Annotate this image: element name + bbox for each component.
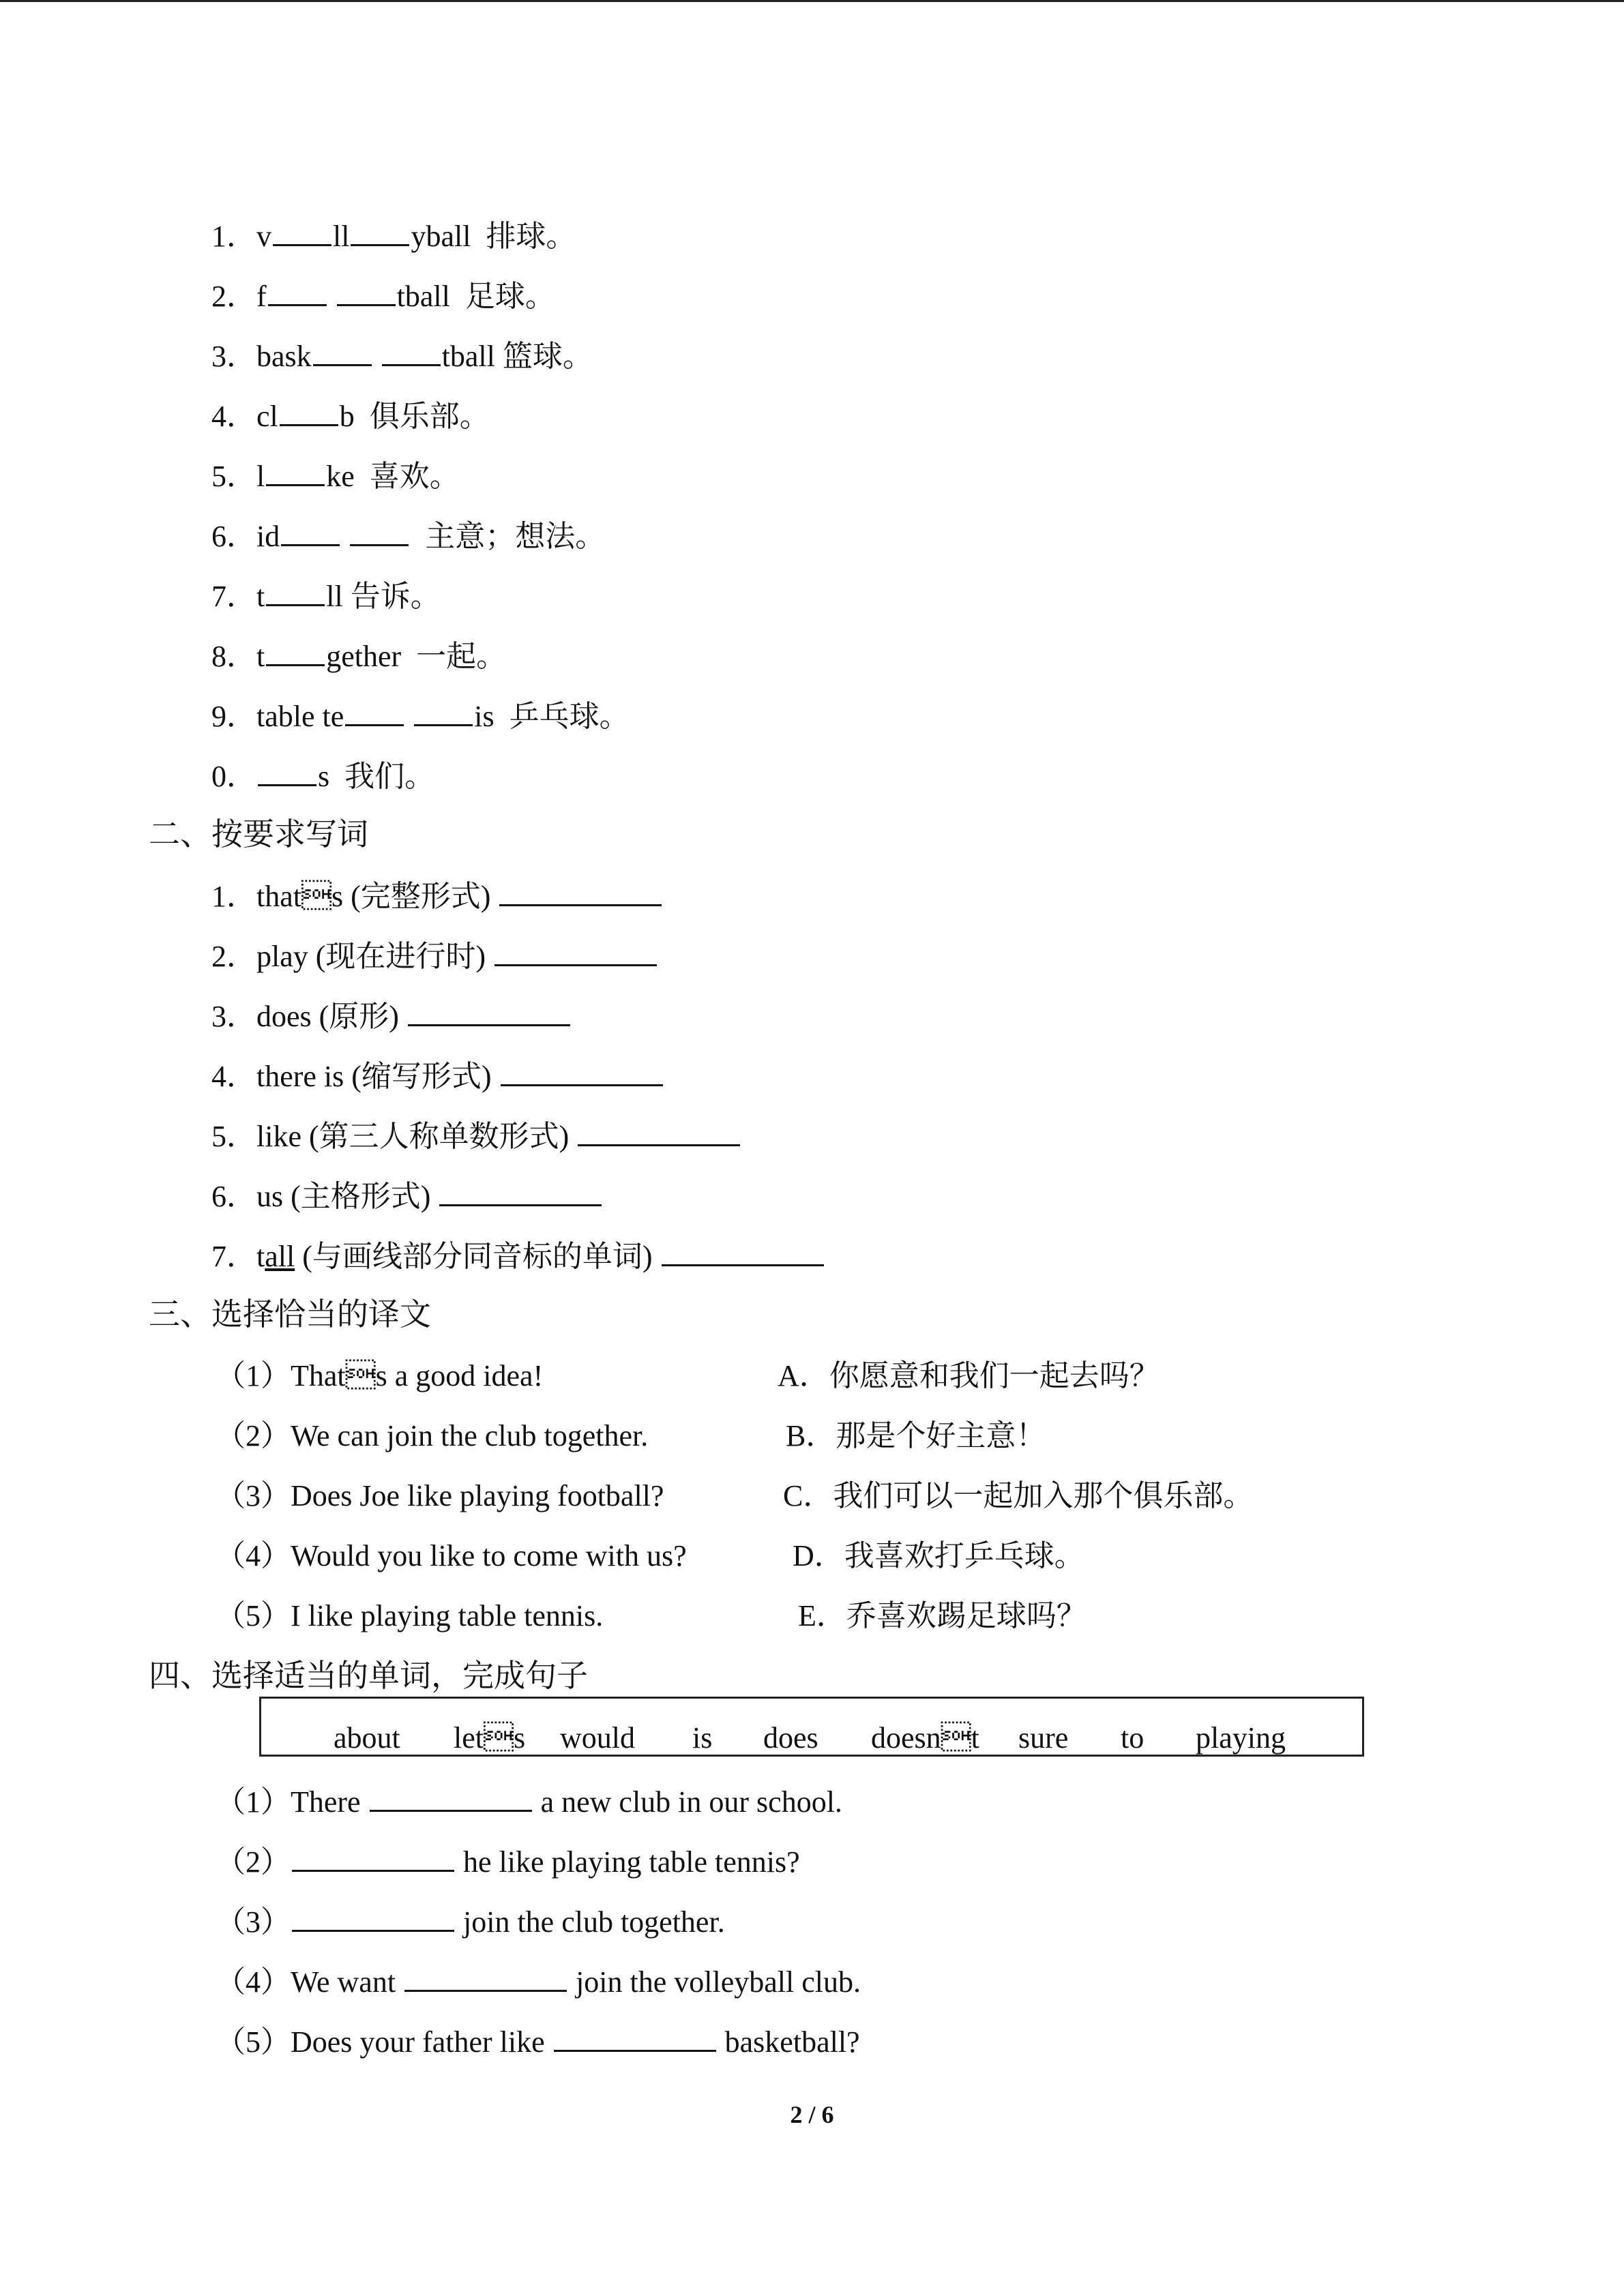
section-title-3: 三、选择恰当的译文 <box>149 1297 431 1332</box>
word-bank <box>259 1697 1364 1757</box>
section-title-2: 二、按要求写词 <box>149 817 368 852</box>
p3-translation-a: A．你愿意和我们一起去吗？ <box>778 1359 1160 1392</box>
word-bank-item: is <box>692 1721 713 1755</box>
word-bank-item: doesnt <box>871 1721 979 1755</box>
p1-item-2: 2．f tball 足球。 <box>211 274 555 317</box>
p3-sentence-2: （2）We can join the club together. <box>216 1419 649 1452</box>
p3-translation-b: B．那是个好主意！ <box>786 1419 1046 1452</box>
p4-item-4: （4）We want join the volleyball club. <box>216 1960 861 2003</box>
p2-item-5: 5．like (第三人称单数形式) <box>211 1114 741 1157</box>
blank[interactable] <box>350 514 409 546</box>
word-bank-item: playing <box>1196 1721 1286 1755</box>
p2-item-7: 7．tall (与画线部分同音标的单词) <box>211 1234 825 1277</box>
p3-translation-d: D．我喜欢打乒乓球。 <box>793 1539 1084 1572</box>
answer-blank[interactable] <box>578 1114 740 1146</box>
p3-translation-c: C．我们可以一起加入那个俱乐部。 <box>783 1479 1254 1512</box>
blank[interactable] <box>337 274 396 306</box>
p2-item-1: 1．thats (完整形式) <box>211 874 663 917</box>
blank[interactable] <box>351 214 409 246</box>
p2-item-4: 4．there is (缩写形式) <box>211 1054 664 1097</box>
p3-sentence-5: （5）I like playing table tennis. <box>216 1599 604 1632</box>
p2-item-2: 2．play (现在进行时) <box>211 934 658 977</box>
p1-item-1: 1．v ll yball 排球。 <box>211 214 576 257</box>
answer-blank[interactable] <box>554 2020 716 2052</box>
p4-item-2: （2） he like playing table tennis? <box>216 1840 800 1883</box>
word-bank-item: to <box>1121 1721 1145 1755</box>
section-title-4: 四、选择适当的单词，完成句子 <box>149 1658 588 1693</box>
p1-item-8: 8．t gether 一起。 <box>211 634 506 677</box>
blank[interactable] <box>266 574 325 606</box>
p3-translation-e: E．乔喜欢踢足球吗？ <box>798 1599 1087 1632</box>
blank[interactable] <box>414 694 473 726</box>
top-border <box>0 0 1624 2</box>
word-bank-item: lets <box>454 1721 526 1755</box>
answer-blank[interactable] <box>499 874 662 906</box>
p1-item-10: 0． s 我们。 <box>211 754 434 797</box>
answer-blank[interactable] <box>494 934 657 966</box>
answer-blank[interactable] <box>439 1174 602 1206</box>
word-bank-item: sure <box>1018 1721 1069 1755</box>
blank[interactable] <box>281 514 340 546</box>
blank[interactable] <box>313 334 372 366</box>
answer-blank[interactable] <box>501 1054 663 1086</box>
blank[interactable] <box>273 214 331 246</box>
blank[interactable] <box>345 694 404 726</box>
p3-sentence-4: （4）Would you like to come with us? <box>216 1539 687 1572</box>
p2-item-6: 6．us (主格形式) <box>211 1174 603 1217</box>
word-bank-item: about <box>334 1721 400 1755</box>
p4-item-3: （3） join the club together. <box>216 1900 725 1943</box>
word-bank-item: would <box>560 1721 635 1755</box>
p4-item-5: （5）Does your father like basketball? <box>216 2020 860 2063</box>
page-number: 2 / 6 <box>790 2101 834 2128</box>
p1-item-7: 7．t ll 告诉。 <box>211 574 441 617</box>
answer-blank[interactable] <box>662 1234 824 1266</box>
p1-item-5: 5．l ke 喜欢。 <box>211 454 460 497</box>
answer-blank[interactable] <box>408 994 570 1026</box>
p1-item-9: 9．table te is 乒乓球。 <box>211 694 630 737</box>
answer-blank[interactable] <box>370 1780 532 1812</box>
answer-blank[interactable] <box>292 1840 454 1872</box>
blank[interactable] <box>266 634 325 666</box>
p1-item-3: 3．bask tball 篮球。 <box>211 334 593 377</box>
answer-blank[interactable] <box>404 1960 567 1992</box>
blank[interactable] <box>268 274 327 306</box>
word-bank-item: does <box>763 1721 818 1755</box>
p2-item-3: 3．does (原形) <box>211 994 572 1037</box>
blank[interactable] <box>266 454 325 486</box>
blank[interactable] <box>382 334 441 366</box>
p3-sentence-1: （1）Thats a good idea! <box>216 1359 544 1392</box>
answer-blank[interactable] <box>292 1900 454 1932</box>
p3-sentence-3: （3）Does Joe like playing football? <box>216 1479 664 1512</box>
p1-item-6: 6．id 主意；想法。 <box>211 514 605 557</box>
blank[interactable] <box>258 754 316 786</box>
blank[interactable] <box>280 394 338 426</box>
p4-item-1: （1）There a new club in our school. <box>216 1780 842 1823</box>
p1-item-4: 4．cl b 俱乐部。 <box>211 394 490 437</box>
